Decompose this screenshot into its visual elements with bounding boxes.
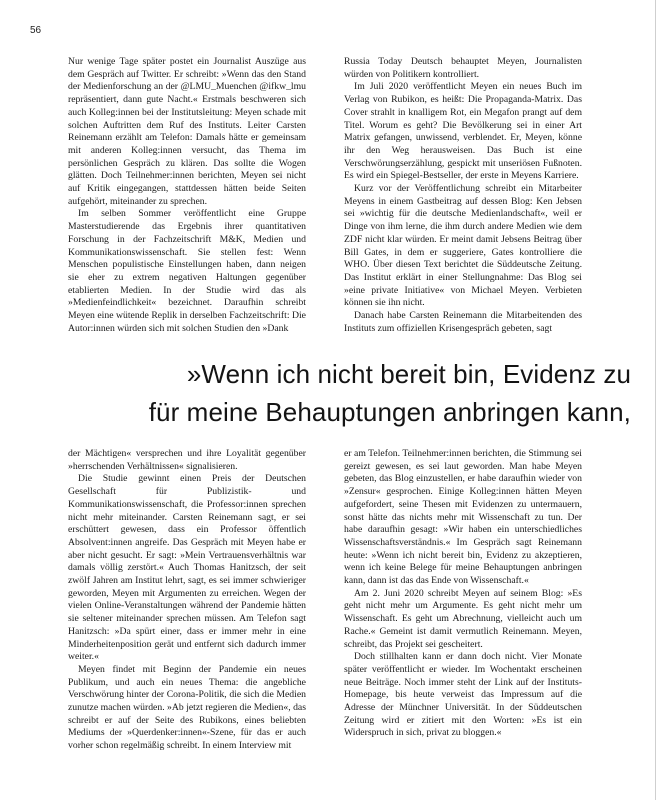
paragraph: Die Studie gewinnt einen Preis der Deutschen Gesellschaft für Publizistik- und Kommunikationswissenschaft, die Professor:innen sprechen nicht mehr miteinander. Carsten Reinemann sagt, er sei erschüttert gewesen, dass ein Professor öffentlich Absolvent:innen angreife. Das Gespräch mit Meyen habe er aber nicht gesucht. Er sagt: »Mein Vertrauensverhältnis war damals völlig zerstört.« Auch Thomas Hanitzsch, der seit zwölf Jahren am Institut lehrt, sagt, es sei immer schwieriger geworden, Meyen mit Argumenten zu erreichen. Wegen der vielen Online-Veranstaltungen während der Pandemie hätten sie seltener miteinander sprechen müssen. Am Telefon sagt Hanitzsch: »Da spürt einer, dass er immer mehr in eine Minderheitenposition gerät und entfernt sich dadurch immer weiter.«	[68, 473, 306, 663]
pull-quote-line-1: »Wenn ich nicht bereit bin, Evidenz zu	[186, 359, 631, 389]
column-left-top	[68, 56, 306, 335]
paragraph: Am 2. Juni 2020 schreibt Meyen auf seinem Blog: »Es geht nicht mehr um Argumente. Es geht nicht mehr um Wissenschaft. Es geht um Abrechnung, vielleicht auch um Rache.« Gemeint ist damit vermutlich Reinemann. Meyen, schreibt, das Projekt sei gescheitert.	[344, 587, 582, 650]
paragraph: Kurz vor der Veröffentlichung schreibt ein Mitarbeiter Meyens in einem Gastbeitrag auf dessen Blog: Ken Jebsen sei »wichtig für die deutsche Medienlandschaft«, weil er Dinge von ihm lerne, die ihm durch andere Medien wie dem ZDF nicht klar würden. Er meint damit Jebsens Beitrag über Bill Gates, in dem er suggeriere, Gates kontrolliere die WHO. Über diesen Text berichtet die Süddeutsche Zeitung. Das Institut erklärt in einer Stellungnahme: Das Blog sei »eine private Initiative« von Michael Meyen. Verbieten können sie ihn nicht.	[344, 183, 582, 309]
pull-quote-line-2: für meine Behauptungen anbringen kann,	[148, 397, 631, 427]
paragraph: Im Juli 2020 veröffentlicht Meyen ein neues Buch im Verlag von Rubikon, es heißt: Die Propaganda-Matrix. Das Cover strahlt in knalligem Rot, ein Megafon prangt auf dem Titel. Worum es geht? Die Bevölkerung sei in einer Art Matrix gefangen, unwissend, verblendet. Er, Meyen, könne ihr den Weg herausweisen. Das Buch ist eine Verschwörungserzählung, gespickt mit unseriösen Fußnoten. Es wird ein Spiegel-Bestseller, der erste in Meyens Karriere.	[344, 81, 582, 182]
column-right-top	[344, 56, 582, 335]
paragraph: Im selben Sommer veröffentlicht eine Gruppe Masterstudierende das Ergebnis ihrer quantitativen Forschung in der Fachzeitschrift M&K, Medien und Kommunikationswissenschaft. Sie stellen fest: Wenn Menschen populistische Einstellungen haben, dann neigen sie eher zu extrem negativen Haltungen gegenüber etablierten Medien. In der Studie wird das als »Medienfeindlichkeit« bezeichnet. Daraufhin schreibt Meyen eine wütende Replik in derselben Fachzeitschrift: Die Autor:innen würden sich mit solchen Studien den »Dank	[68, 208, 306, 334]
paragraph: Danach habe Carsten Reinemann die Mitarbeitenden des Instituts zum offiziellen Krisengespräch gebeten, sagt	[344, 310, 582, 334]
paragraph: Doch stillhalten kann er dann doch nicht. Vier Monate später veröffentlicht er wieder. Im Wochentakt erscheinen neue Beiträge. Noch immer steht der Link auf der Instituts-Homepage, bis heute verweist das Impressum auf die Adresse der Münchner Universität. In der Süddeutschen Zeitung wird er zitiert mit den Worten: »Es ist ein Widerspruch in sich, privat zu bloggen.«	[344, 651, 582, 739]
paragraph: er am Telefon. Teilnehmer:innen berichten, die Stimmung sei gereizt gewesen, es sei laut geworden. Man habe Meyen gebeten, das Blog einzustellen, er habe daraufhin wieder von »Zensur« gesprochen. Einige Kolleg:innen hätten Meyen aufgefordert, seine Thesen mit Evidenzen zu untermauern, sonst hätte das nichts mehr mit Wissenschaft zu tun. Der habe daraufhin gesagt: »Wir haben ein unterschiedliches Wissenschaftsverständnis.« Im Gespräch sagt Reinemann heute: »Wenn ich nicht bereit bin, Evidenz zu akzeptieren, wenn ich keine Belege für meine Behauptungen anbringen kann, dann ist das das Ende von Wissenschaft.«	[344, 448, 582, 587]
page-number: 56	[30, 25, 42, 36]
column-right-bottom	[344, 448, 582, 740]
paragraph: Nur wenige Tage später postet ein Journalist Auszüge aus dem Gespräch auf Twitter. Er schreibt: »Wenn das den Stand der Medienforschung an der @LMU_Muenchen @ifkw_lmu repräsentiert, dann gute Nacht.« Erstmals beschweren sich auch Kolleg:innen bei der Institutsleitung: Meyen schade mit solchen Auftritten dem Ruf des Instituts. Leiter Carsten Reinemann erzählt am Telefon: Damals hätte er gemeinsam mit anderen Kolleg:innen versucht, das Thema im persönlichen Gespräch zu klären. Das sollte die Wogen glätten. Doch Teilnehmer:innen berichten, Meyen sei nicht auf Kritik eingegangen, stattdessen hätten beide Seiten aufgehört, miteinander zu sprechen.	[68, 56, 306, 207]
column-left-bottom	[68, 448, 306, 753]
paragraph: Meyen findet mit Beginn der Pandemie ein neues Publikum, und auch ein neues Thema: die angebliche Verschwörung hinter der Corona-Politik, die sich die Medien zunutze machen würden. »Ab jetzt regieren die Medien«, das schreibt er auf der Seite des Rubikons, eines beliebten Mediums der »Querdenker:innen«-Szene, für das er auch vorher schon regelmäßig schreibt. In einem Interview mit	[68, 663, 306, 752]
paragraph: Russia Today Deutsch behauptet Meyen, Journalisten würden von Politikern kontrolliert.	[344, 56, 582, 80]
paragraph: der Mächtigen« versprechen und ihre Loyalität gegenüber »herrschenden Verhältnissen« signalisieren.	[68, 448, 306, 472]
pull-quote	[0, 355, 631, 431]
